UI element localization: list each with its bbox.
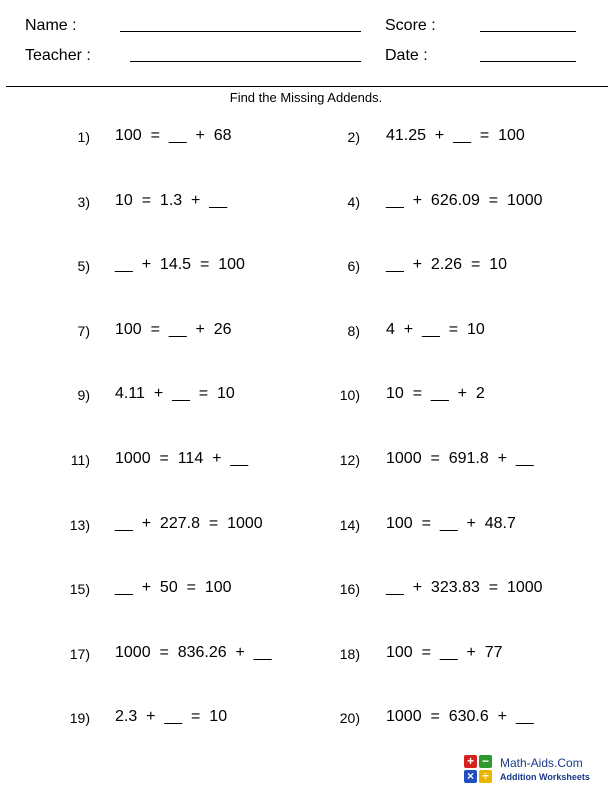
problem-equation: __ + 227.8 = 1000 (115, 515, 263, 532)
problem-number: 18) (339, 646, 360, 662)
logo-subtitle: Addition Worksheets (500, 772, 590, 782)
teacher-field-line[interactable] (130, 61, 361, 62)
problem-number: 2) (347, 129, 360, 145)
problem-equation: 1000 = 691.8 + __ (386, 450, 534, 467)
problem-equation: __ + 323.83 = 1000 (386, 579, 543, 596)
problem-equation: __ + 2.26 = 10 (386, 256, 507, 273)
name-field-line[interactable] (120, 31, 361, 32)
problem-equation: 1000 = 836.26 + __ (115, 644, 272, 661)
problem-equation: 100 = __ + 48.7 (386, 515, 516, 532)
score-field-line[interactable] (480, 31, 576, 32)
problem-equation: __ + 50 = 100 (115, 579, 232, 596)
problem-number: 6) (347, 258, 360, 274)
problem-number: 1) (77, 129, 90, 145)
problem-equation: 100 = __ + 26 (115, 321, 232, 338)
problem-number: 3) (77, 194, 90, 210)
problem-equation: 1000 = 630.6 + __ (386, 708, 534, 725)
operations-icon (464, 755, 494, 785)
instructions-text: Find the Missing Addends. (229, 90, 383, 105)
problem-number: 19) (69, 710, 90, 726)
problem-number: 20) (339, 710, 360, 726)
name-label: Name : (25, 17, 77, 34)
problem-number: 12) (339, 452, 360, 468)
problem-equation: 2.3 + __ = 10 (115, 708, 228, 725)
minus-icon: − (479, 755, 492, 768)
times-icon: × (464, 770, 477, 783)
header-divider (6, 86, 608, 87)
problem-equation: 100 = __ + 68 (115, 127, 232, 144)
problem-equation: 41.25 + __ = 100 (386, 127, 525, 144)
date-label: Date : (385, 47, 428, 64)
problem-number: 14) (339, 517, 360, 533)
score-label: Score : (385, 17, 436, 34)
problem-equation: 1000 = 114 + __ (115, 450, 249, 467)
divide-icon: ÷ (479, 770, 492, 783)
problem-equation: __ + 626.09 = 1000 (386, 192, 543, 209)
problem-number: 8) (347, 323, 360, 339)
problem-number: 15) (69, 581, 90, 597)
date-field-line[interactable] (480, 61, 576, 62)
problem-number: 7) (77, 323, 90, 339)
teacher-label: Teacher : (25, 47, 91, 64)
problem-number: 10) (339, 387, 360, 403)
problem-number: 5) (77, 258, 90, 274)
problem-number: 16) (339, 581, 360, 597)
problem-number: 4) (347, 194, 360, 210)
problem-number: 11) (70, 452, 90, 468)
logo-name: Math-Aids.Com (500, 756, 583, 770)
problem-equation: 10 = __ + 2 (386, 385, 485, 402)
plus-icon: + (464, 755, 477, 768)
problem-equation: 4 + __ = 10 (386, 321, 485, 338)
problem-number: 13) (69, 517, 90, 533)
problem-equation: __ + 14.5 = 100 (115, 256, 245, 273)
problem-number: 9) (77, 387, 90, 403)
problem-equation: 4.11 + __ = 10 (115, 385, 235, 402)
problem-equation: 100 = __ + 77 (386, 644, 503, 661)
problem-equation: 10 = 1.3 + __ (115, 192, 228, 209)
problem-number: 17) (69, 646, 90, 662)
math-aids-logo (464, 755, 612, 789)
